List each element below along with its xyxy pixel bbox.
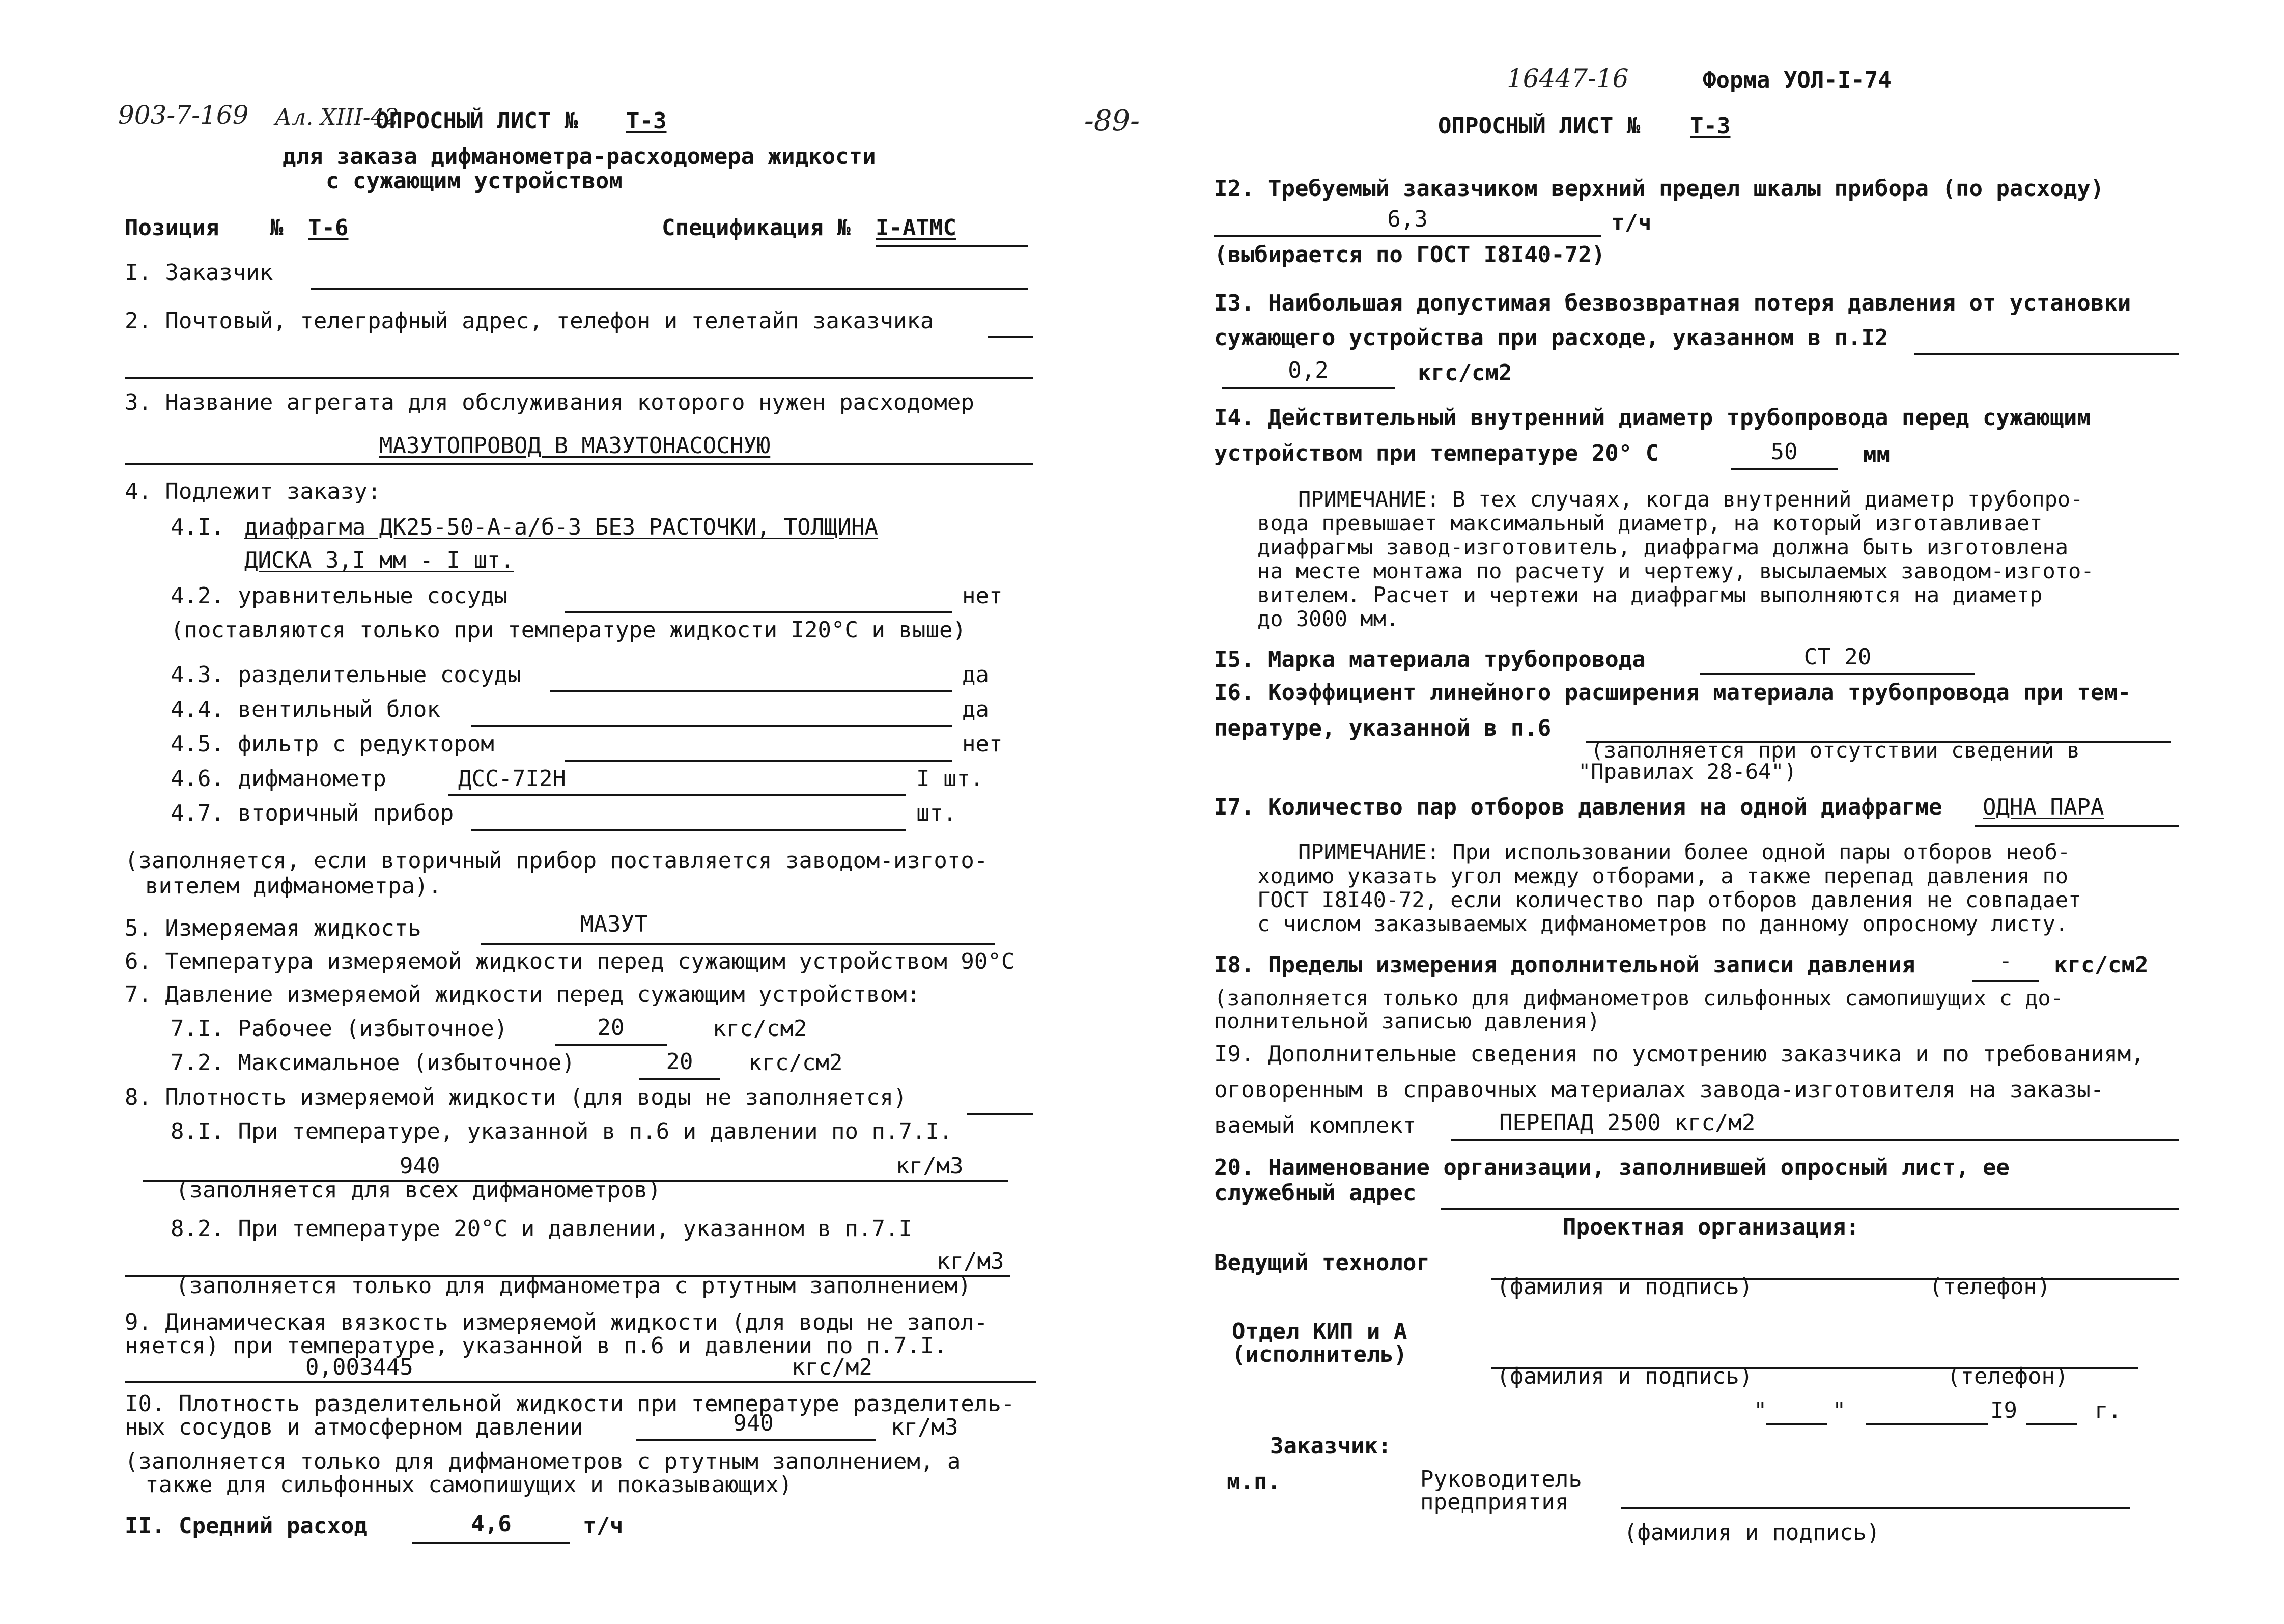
item-7-2-value: 20 (666, 1049, 693, 1075)
item-18-line (1972, 980, 2039, 982)
item-8-1-value: 940 (400, 1153, 440, 1179)
item-19-line (1451, 1139, 2179, 1141)
item-10-unit: кг/м3 (891, 1414, 958, 1440)
item-11-unit: т/ч (583, 1513, 624, 1539)
item-1-line (311, 288, 1028, 290)
item-4-7-qty: шт. (916, 800, 957, 826)
note-14-line-1: ПРИМЕЧАНИЕ: В тех случаях, когда внутренний диаметр трубопро- (1298, 487, 2083, 512)
item-19-value: ПЕРЕПАД 2500 кгс/м2 (1499, 1110, 1756, 1136)
item-10-line-a: I0. Плотность разделительной жидкости при температуре разделитель- (125, 1391, 1015, 1417)
item-16-note-1: (заполняется при отсутствии сведений в (1591, 738, 2080, 763)
item-12-value: 6,3 (1387, 206, 1428, 232)
item-4-5-label: 4.5. фильтр с редуктором (171, 731, 494, 757)
dept-label-a: Отдел КИП и А (1232, 1319, 1407, 1345)
item-4-note-2: вителем дифманометра). (145, 873, 442, 899)
note-14-line-2: вода превышает максимальный диаметр, на который изготавливает (1257, 511, 2043, 536)
right-title-prefix: ОПРОСНЫЙ ЛИСТ № (1438, 113, 1641, 139)
item-13-line (1222, 387, 1395, 389)
item-3-label: 3. Название агрегата для обслуживания которого нужен расходомер (125, 389, 974, 415)
item-17-line (1975, 825, 2179, 827)
item-14-value: 50 (1770, 439, 1798, 465)
item-8-1-label: 8.I. При температуре, указанной в п.6 и давлении по п.7.I. (171, 1118, 953, 1144)
item-2-label: 2. Почтовый, телеграфный адрес, телефон и телетайп заказчика (125, 308, 934, 334)
date-year-line (2026, 1423, 2077, 1425)
item-7-1-unit: кгс/см2 (713, 1016, 807, 1042)
date-quote-close: " (1832, 1397, 1846, 1423)
item-8-1-note: (заполняется для всех дифманометров) (176, 1177, 661, 1203)
note-17-line-3: ГОСТ I8I40-72, если количество пар отборов давления не совпадает (1257, 887, 2081, 912)
item-13-unit: кгс/см2 (1418, 360, 1512, 386)
handwritten-sheet: Ал. XIII-42 (275, 104, 399, 130)
date-day-line (1766, 1423, 1827, 1425)
item-3-value: МАЗУТОПРОВОД В МАЗУТОНАСОСНУЮ (379, 433, 771, 459)
item-8-2-label: 8.2. При температуре 20°C и давлении, указанном в п.7.I (171, 1216, 912, 1242)
item-20-line-a: 20. Наименование организации, заполнившей опросный лист, ее (1214, 1155, 2010, 1181)
note-17-line-1: ПРИМЕЧАНИЕ: При использовании более одной пары отборов необ- (1298, 839, 2071, 864)
item-10-line-b: ных сосудов и атмосферном давлении (125, 1414, 583, 1440)
note-14-line-5: вителем. Расчет и чертежи на диафрагмы выполняются на диаметр (1257, 582, 2043, 607)
item-12-line (1214, 235, 1601, 237)
lead-tech-name-caption: (фамилия и подпись) (1497, 1274, 1753, 1300)
item-3-line (125, 463, 1033, 465)
item-10-value: 940 (733, 1410, 774, 1436)
item-14-line-b: устройством при температуре 20° С (1214, 440, 1659, 466)
org-title: Проектная организация: (1563, 1214, 1859, 1240)
item-13-line-a-fill (1914, 353, 2179, 355)
item-4-6-qty: I шт. (916, 766, 984, 792)
item-4-3-value: да (962, 662, 989, 688)
spec-value: I-АТМС (876, 215, 956, 241)
item-10-line (636, 1439, 876, 1441)
item-4-7-line (471, 829, 906, 831)
item-8-2-unit: кг/м3 (937, 1248, 1004, 1274)
item-16-note-2: "Правилах 28-64") (1578, 759, 1797, 784)
item-7-label: 7. Давление измеряемой жидкости перед сужающим устройством: (125, 982, 920, 1007)
item-18-note-1: (заполняется только для дифманометров сильфонных самопишущих с до- (1214, 986, 2064, 1011)
position-value: Т-6 (308, 215, 349, 241)
item-4-6-value: ДСС-7I2Н (458, 766, 566, 792)
left-subtitle-2: с сужающим устройством (326, 168, 623, 194)
item-4-3-label: 4.3. разделительные сосуды (171, 662, 521, 688)
note-17-line-2: ходимо указать угол между отборами, а также перепад давления по (1257, 863, 2069, 888)
item-20-line (1441, 1208, 2179, 1210)
head-signature-caption: (фамилия и подпись) (1624, 1520, 1880, 1546)
item-7-2-label: 7.2. Максимальное (избыточное) (171, 1050, 575, 1076)
left-subtitle-1: для заказа дифманометра-расходомера жидкости (283, 144, 876, 170)
position-label: Позиция (125, 215, 219, 241)
item-11-line (412, 1542, 570, 1544)
item-7-1-value: 20 (597, 1015, 625, 1041)
item-7-1-line (555, 1044, 667, 1046)
item-18-note-2: полнительной записью давления) (1214, 1009, 1600, 1033)
item-17-label: I7. Количество пар отборов давления на одной диафрагме (1214, 794, 1942, 820)
item-6-label: 6. Температура измеряемой жидкости перед сужающим устройством 90°C (125, 948, 1015, 974)
item-5-line (481, 943, 995, 945)
item-10-note-1: (заполняется только для дифманометров с ртутным заполнением, а (125, 1448, 961, 1474)
item-13-value: 0,2 (1288, 357, 1329, 383)
item-13-line-a: I3. Наибольшая допустимая безвозвратная потеря давления от установки (1214, 290, 2131, 316)
note-17-line-4: с числом заказываемых дифманометров по данному опросному листу. (1257, 911, 2069, 936)
head-label-a: Руководитель (1420, 1466, 1582, 1492)
item-2-line-a (988, 336, 1033, 338)
item-13-line-b: сужающего устройства при расходе, указанном в п.I2 (1214, 325, 1888, 351)
handwritten-number: 16447-16 (1507, 64, 1629, 93)
date-month-line (1866, 1423, 1988, 1425)
head-signature-line (1621, 1507, 2130, 1509)
item-7-2-unit: кгс/см2 (748, 1050, 843, 1076)
item-9-line-b: няется) при температуре, указанной в п.6 и давлении по п.7.I. (125, 1333, 947, 1359)
item-11-label: II. Средний расход (125, 1513, 368, 1539)
spec-label: Спецификация № (662, 215, 851, 241)
item-9-line-a: 9. Динамическая вязкость измеряемой жидкости (для воды не запол- (125, 1309, 988, 1335)
item-7-2-line (639, 1078, 720, 1080)
item-5-label: 5. Измеряемая жидкость (125, 915, 421, 941)
item-10-note-2: также для сильфонных самопишущих и показывающих) (145, 1472, 793, 1498)
item-2-line-b (125, 377, 1033, 379)
item-20-line-b: служебный адрес (1214, 1180, 1417, 1206)
item-12-label: I2. Требуемый заказчиком верхний предел шкалы прибора (по расходу) (1214, 176, 2104, 202)
item-4-7-label: 4.7. вторичный прибор (171, 800, 454, 826)
item-4-5-value: нет (962, 731, 1003, 757)
stamp-place: м.п. (1227, 1469, 1281, 1495)
item-4-1-label: 4.I. (171, 514, 224, 540)
item-9-value: 0,003445 (305, 1354, 413, 1380)
item-4-6-label: 4.6. дифманометр (171, 766, 386, 792)
item-15-line (1700, 673, 1975, 675)
item-8-2-note: (заполняется только для дифманометра с ртутным заполнением) (176, 1273, 971, 1299)
item-19-line-c: ваемый комплект (1214, 1112, 1417, 1138)
item-16-line-b: пературе, указанной в п.6 (1214, 715, 1552, 741)
item-4-6-line (448, 794, 906, 796)
item-4-2-line (565, 611, 952, 613)
item-4-2-note: (поставляются только при температуре жидкости I20°C и выше) (171, 617, 966, 643)
item-18-label: I8. Пределы измерения дополнительной записи давления (1214, 952, 1915, 978)
customer-label: Заказчик: (1270, 1433, 1392, 1459)
position-num-label: № (270, 215, 284, 241)
lead-tech-phone-caption: (телефон) (1929, 1274, 2051, 1300)
item-12-note: (выбирается по ГОСТ I8I40-72) (1214, 242, 1605, 268)
dept-name-caption: (фамилия и подпись) (1497, 1363, 1753, 1389)
item-15-value: СТ 20 (1803, 644, 1872, 670)
item-4-2-label: 4.2. уравнительные сосуды (171, 583, 508, 609)
item-16-line-a: I6. Коэффициент линейного расширения материала трубопровода при тем- (1214, 680, 2131, 706)
item-5-value: МАЗУТ (580, 911, 648, 937)
right-title-number: Т-3 (1690, 113, 1731, 139)
item-1-label: I. Заказчик (125, 260, 273, 286)
spec-line (876, 245, 1028, 247)
item-9-unit: кгс/м2 (792, 1354, 872, 1380)
item-19-line-b: оговоренным в справочных материалах завода-изготовителя на заказы- (1214, 1077, 2104, 1103)
item-15-label: I5. Марка материала трубопровода (1214, 647, 1646, 673)
item-9-line (125, 1381, 1036, 1383)
handwritten-ref: 903-7-169 (118, 100, 249, 130)
date-quote-open: " (1754, 1397, 1767, 1423)
item-8-line (967, 1113, 1033, 1115)
item-7-1-label: 7.I. Рабочее (избыточное) (171, 1016, 508, 1042)
date-g: г. (2095, 1397, 2122, 1423)
item-4-5-line (565, 760, 952, 762)
left-title-prefix: ОПРОСНЫЙ ЛИСТ № (376, 108, 578, 134)
item-14-line (1731, 468, 1838, 470)
note-14-line-3: диафрагмы завод-изготовитель, диафрагма должна быть изготовлена (1257, 535, 2069, 559)
item-14-line-a: I4. Действительный внутренний диаметр трубопровода перед сужающим (1214, 405, 2091, 431)
item-4-3-line (550, 690, 952, 692)
lead-tech-label: Ведущий технолог (1214, 1250, 1430, 1276)
item-4-4-line (471, 725, 952, 727)
dept-label-b: (исполнитель) (1232, 1341, 1407, 1367)
item-4-2-value: нет (962, 583, 1003, 609)
form-label: Форма УОЛ-I-74 (1703, 67, 1892, 93)
item-4-note-1: (заполняется, если вторичный прибор поставляется заводом-изгото- (125, 848, 988, 874)
note-14-line-4: на месте монтажа по расчету и чертежу, высылаемых заводом-изгото- (1257, 558, 2094, 583)
page-number: -89- (1084, 104, 1140, 137)
head-label-b: предприятия (1420, 1489, 1569, 1515)
item-4-4-label: 4.4. вентильный блок (171, 696, 440, 722)
item-4-1-value-a: диафрагма ДК25-50-А-а/б-3 БЕЗ РАСТОЧКИ, ТОЛЩИНА (244, 514, 879, 540)
item-14-unit: мм (1863, 441, 1890, 467)
note-14-line-6: до 3000 мм. (1257, 606, 1399, 631)
item-4-4-value: да (962, 696, 989, 722)
item-12-unit: т/ч (1611, 210, 1652, 236)
item-11-value: 4,6 (471, 1511, 512, 1537)
item-19-line-a: I9. Дополнительные сведения по усмотрению заказчика и по требованиям, (1214, 1041, 2145, 1067)
item-8-1-unit: кг/м3 (896, 1153, 964, 1179)
item-18-unit: кгс/см2 (2054, 952, 2149, 978)
date-year-prefix: I9 (1990, 1397, 2017, 1423)
item-8-label: 8. Плотность измеряемой жидкости (для воды не заполняется) (125, 1084, 907, 1110)
left-title-number: Т-3 (626, 108, 667, 134)
item-4-1-value-b: ДИСКА 3,I мм - I шт. (244, 547, 514, 573)
item-4-label: 4. Подлежит заказу: (125, 479, 381, 505)
item-17-value: ОДНА ПАРА (1983, 794, 2104, 820)
item-18-value: - (1998, 948, 2013, 974)
dept-phone-caption: (телефон) (1947, 1363, 2069, 1389)
